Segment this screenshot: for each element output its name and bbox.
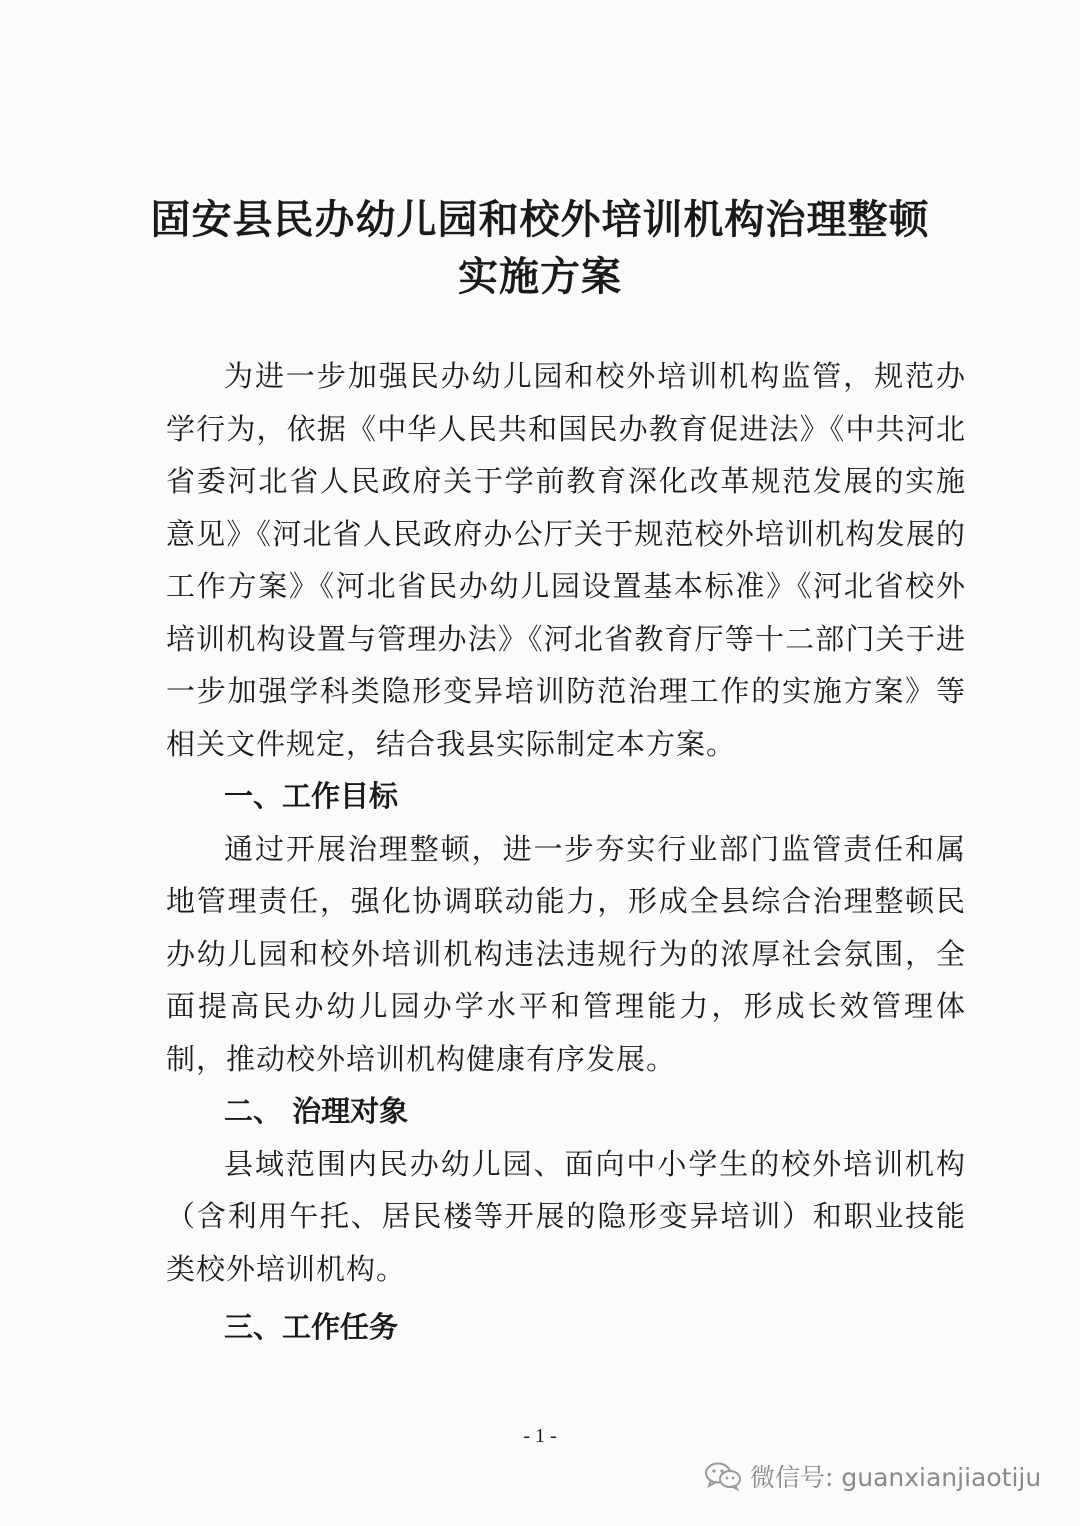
wechat-watermark: [704, 1456, 1041, 1496]
section2-paragraph: 县域范围内民办幼儿园、面向中小学生的校外培训机构（含利用午托、居民楼等开展的隐形变异培训）和职业技能类校外培训机构。: [166, 1146, 966, 1286]
watermark-text: 微信号: guanxianjiaotiju: [750, 1463, 1042, 1492]
document-body: [166, 350, 966, 1354]
section1-paragraph: 通过开展治理整顿，进一步夯实行业部门监管责任和属地管理责任，强化协调联动能力，形成全县综合治理整顿民办幼儿园和校外培训机构违法违规行为的浓厚社会氛围，全面提高民办幼儿园办学水平和管理能力，形成长效管理体制，推动校外培训机构健康有序发展。: [166, 831, 966, 1076]
document-title-line2: 实施方案: [458, 253, 622, 300]
section2-heading: 二、 治理对象: [224, 1094, 409, 1128]
section3-heading: 三、工作任务: [224, 1310, 399, 1344]
document-title-line1: 固安县民办幼儿园和校外培训机构治理整顿: [150, 196, 930, 243]
section1-heading: 一、工作目标: [224, 779, 399, 813]
intro-paragraph: 为进一步加强民办幼儿园和校外培训机构监管，规范办学行为，依据《中华人民共和国民办教育促进法》《中共河北省委河北省人民政府关于学前教育深化改革规范发展的实施意见》《河北省人民政府办公厅关于规范校外培训机构发展的工作方案》《河北省民办幼儿园设置基本标准》《河北省校外培训机构设置与管理办法》《河北省教育厅等十二部门关于进一步加强学科类隐形变异培训防范治理工作的实施方案》等相关文件规定，结合我县实际制定本方案。: [166, 359, 966, 761]
wechat-icon: [704, 1461, 742, 1491]
page-number: - 1 -: [523, 1425, 557, 1447]
